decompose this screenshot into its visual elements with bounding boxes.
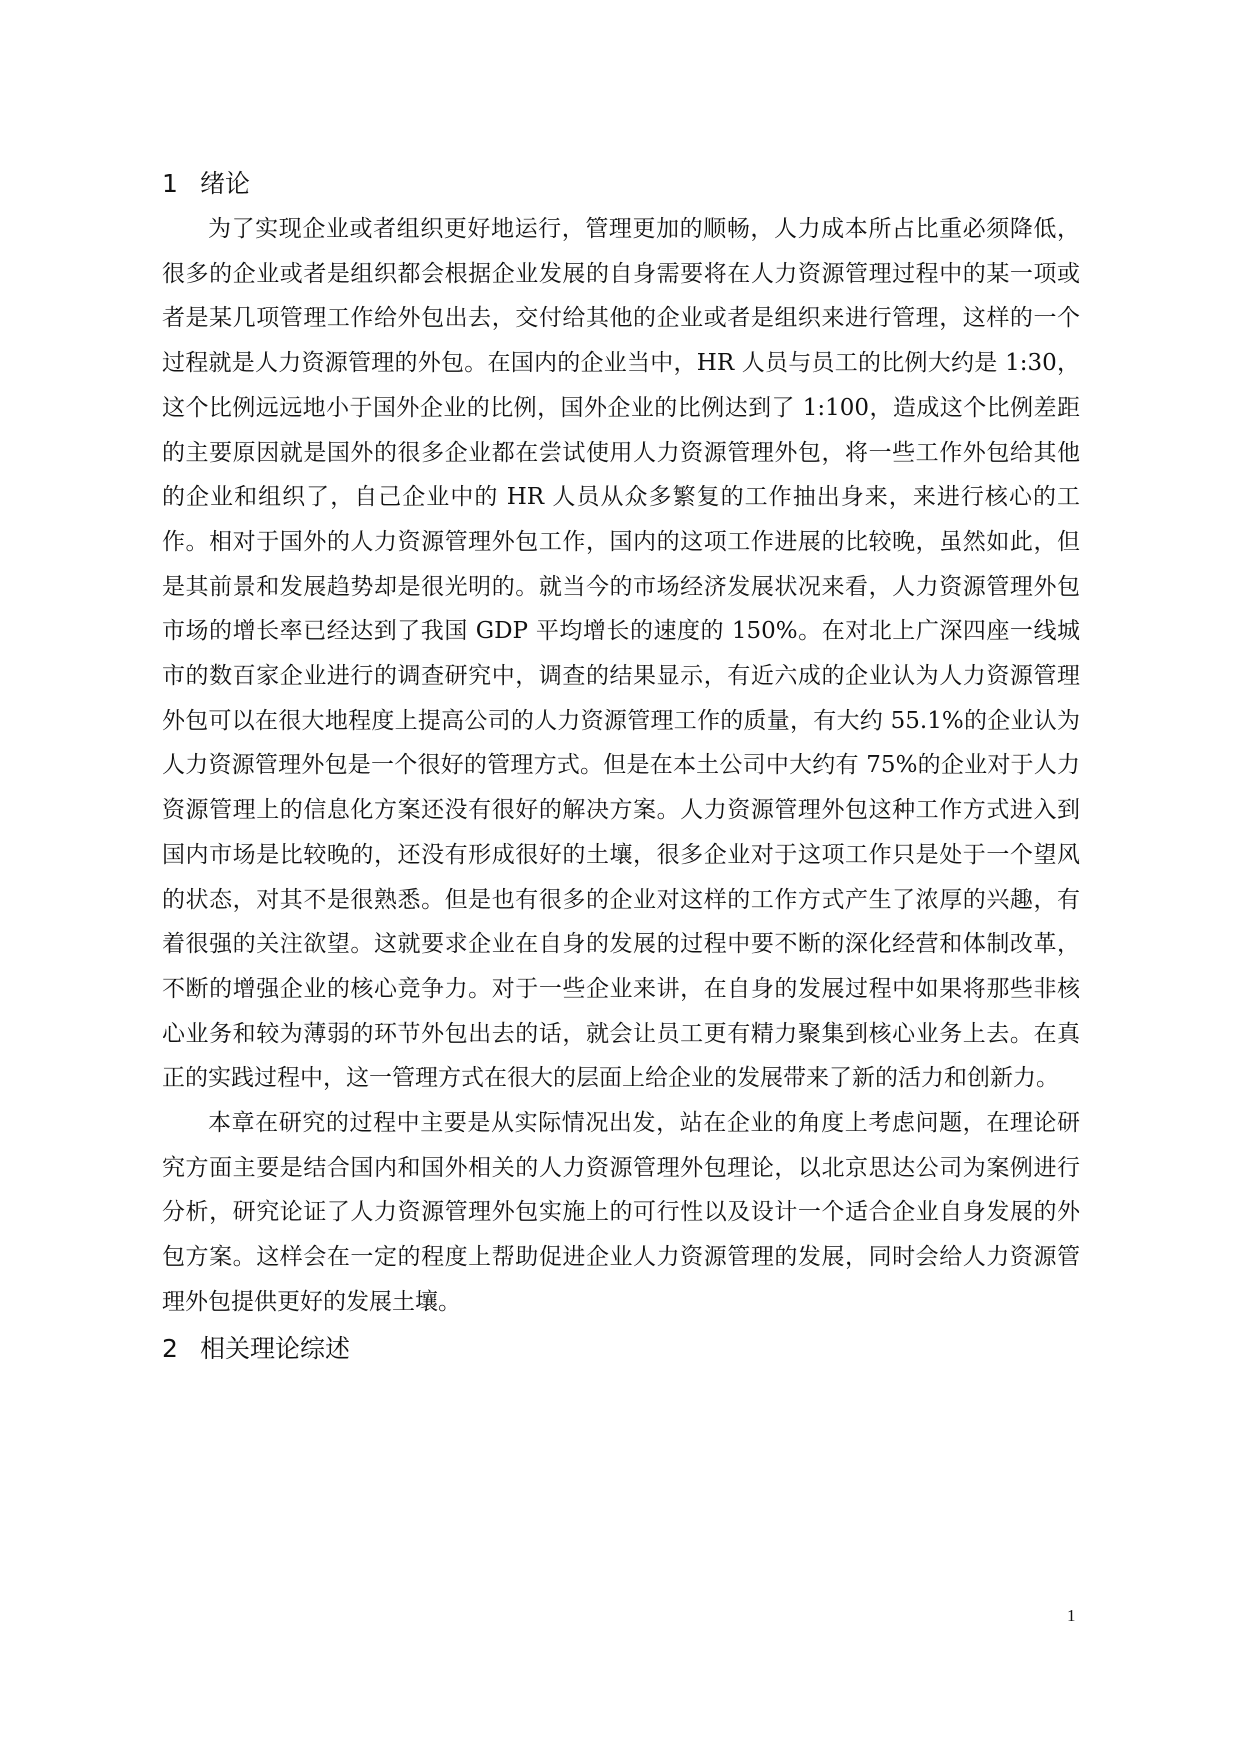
page-body [162, 160, 1080, 1372]
section-heading-1 [162, 160, 1080, 207]
section-title: 绪论 [200, 169, 251, 198]
section-number: 2 [162, 1333, 178, 1363]
section-heading-2 [162, 1325, 1080, 1372]
body-paragraph: 本章在研究的过程中主要是从实际情况出发，站在企业的角度上考虑问题，在理论研究方面主要是结合国内和国外相关的人力资源管理外包理论，以北京思达公司为案例进行分析，研究论证了人力资源管理外包实施上的可行性以及设计一个适合企业自身发展的外包方案。这样会在一定的程度上帮助促进企业人力资源管理的发展，同时会给人力资源管理外包提供更好的发展土壤。 [162, 1110, 1080, 1315]
body-paragraph: 为了实现企业或者组织更好地运行，管理更加的顺畅，人力成本所占比重必须降低，很多的企业或者是组织都会根据企业发展的自身需要将在人力资源管理过程中的某一项或者是某几项管理工作给外包出去，交付给其他的企业或者是组织来进行管理，这样的一个过程就是人力资源管理的外包。在国内的企业当中，HR 人员与员工的比例大约是 1:30，这个比例远远地小于国外企业的比例，国外企业的比例达到了 1:100，造成这个比例差距的主要原因就是国外的很多企业都在尝试使用人力资源管理外包，将一些工作外包给其他的企业和组织了，自己企业中的 HR 人员从众多繁复的工作抽出身来，来进行核心的工作。相对于国外的人力资源管理外包工作，国内的这项工作进展的比较晚，虽然如此，但是其前景和发展趋势却是很光明的。就当今的市场经济发展状况来看，人力资源管理外包市场的增长率已经达到了我国 GDP 平均增长的速度的 150%。在对北上广深四座一线城市的数百家企业进行的调查研究中，调查的结果显示，有近六成的企业认为人力资源管理外包可以在很大地程度上提高公司的人力资源管理工作的质量，有大约 55.1%的企业认为人力资源管理外包是一个很好的管理方式。但是在本土公司中大约有 75%的企业对于人力资源管理上的信息化方案还没有很好的解决方案。人力资源管理外包这种工作方式进入到国内市场是比较晚的，还没有形成很好的土壤，很多企业对于这项工作只是处于一个望风的状态，对其不是很熟悉。但是也有很多的企业对这样的工作方式产生了浓厚的兴趣，有着很强的关注欲望。这就要求企业在自身的发展的过程中要不断的深化经营和体制改革，不断的增强企业的核心竞争力。对于一些企业来讲，在自身的发展过程中如果将那些非核心业务和较为薄弱的环节外包出去的话，就会让员工更有精力聚集到核心业务上去。在真正的实践过程中，这一管理方式在很大的层面上给企业的发展带来了新的活力和创新力。 [162, 216, 1080, 1092]
section-number: 1 [162, 169, 178, 198]
section-title: 相关理论综述 [200, 1333, 351, 1363]
page-number: 1 [1067, 1606, 1076, 1625]
